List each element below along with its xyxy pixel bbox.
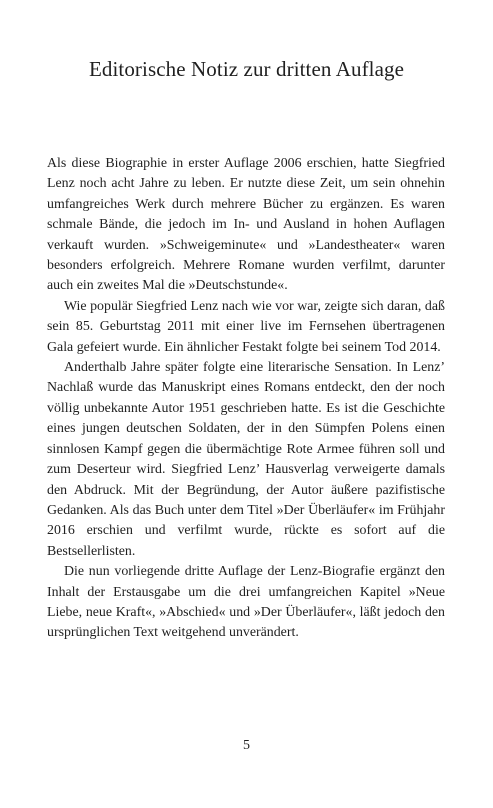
page-number: 5 <box>243 738 250 753</box>
paragraph: Anderthalb Jahre später folgte eine literarische Sensation. In Lenz’ Nachlaß wurde das Manuskript eines Romans entdeckt, den der noch völlig unbekannte Autor 1951 geschrieben hatte. Es ist die Geschichte eines jungen deutschen Soldaten, der in den Sümpfen Polens einen sinnlosen Kampf gegen die übermächtige Rote Armee führen soll und zum Deserteur wird. Siegfried Lenz’ Hausverlag verweigerte damals den Abdruck. Mit der Begründung, der Autor äußere pazifistische Gedanken. Als das Buch unter dem Titel »Der Überläufer« im Frühjahr 2016 erschien und verfilmt wurde, rückte es sofort auf die Bestsellerlisten. <box>47 360 445 559</box>
page-title: Editorische Notiz zur dritten Auflage <box>88 57 405 81</box>
paragraph: Wie populär Siegfried Lenz nach wie vor war, zeigte sich daran, daß sein 85. Geburtstag 2011 mit einer live im Fernsehen übertragenen Gala gefeiert wurde. Ein ähnlicher Festakt folgte bei seinem Tod 2014. <box>47 298 445 355</box>
body-text <box>47 154 445 644</box>
paragraph: Die nun vorliegende dritte Auflage der Lenz-Biografie ergänzt den Inhalt der Erstausgabe um die drei umfangreichen Kapitel »Neue Liebe, neue Kraft«, »Abschied« und »Der Überläufer«, läßt jedoch den ursprünglichen Text weitgehend unverändert. <box>47 564 445 641</box>
paragraph: Als diese Biographie in erster Auflage 2006 erschien, hatte Siegfried Lenz noch acht Jahre zu leben. Er nutzte diese Zeit, um sein ohnehin umfangreiches Werk durch mehrere Bücher zu ergänzen. Es waren schmale Bände, die jedoch im In- und Ausland in hohen Auflagen verkauft wurden. »Schweigeminute« und »Landestheater« waren besonders erfolgreich. Mehrere Romane wurden verfilmt, darunter auch ein zweites Mal die »Deutschstunde«. <box>47 156 445 294</box>
